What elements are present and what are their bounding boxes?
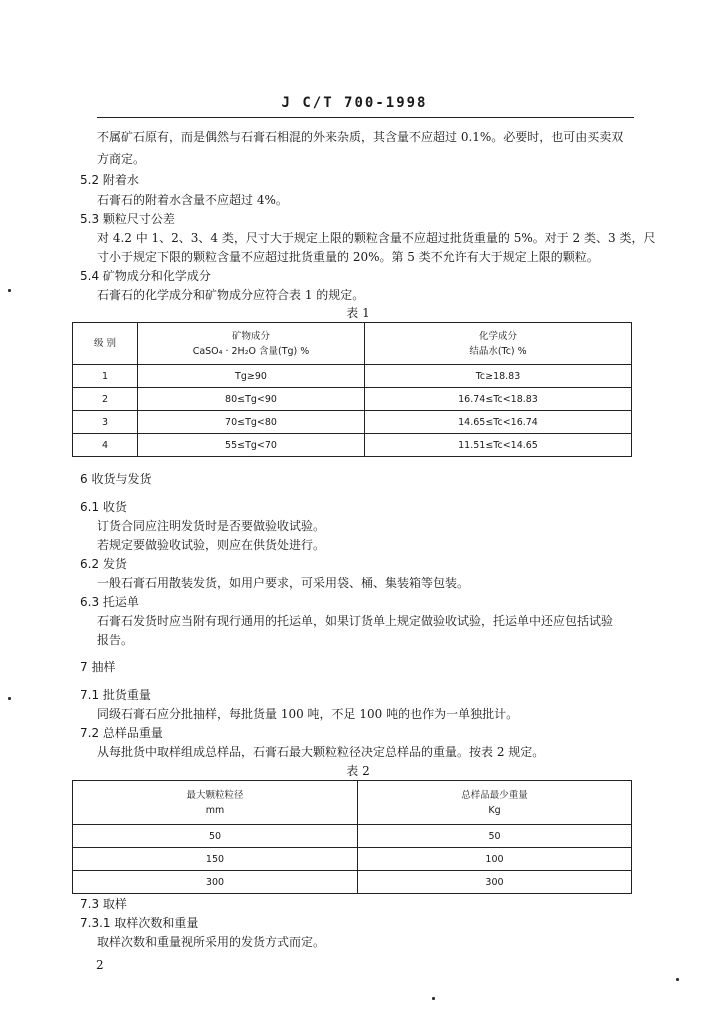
header-chem bbox=[365, 323, 632, 365]
cell-grade: 1 bbox=[73, 365, 138, 388]
header-grade: 级 别 bbox=[73, 323, 138, 365]
header-rule bbox=[97, 117, 634, 118]
cell-size: 50 bbox=[73, 825, 358, 848]
table-row bbox=[73, 365, 632, 388]
paragraph-line: 石膏石的附着水含量不应超过 4%。 bbox=[97, 193, 288, 207]
section-heading-6-1: 6.1 收货 bbox=[80, 500, 127, 514]
scan-speck bbox=[432, 997, 435, 1000]
cell-chem: 14.65≤Tc<16.74 bbox=[365, 411, 632, 434]
cell-mineral: Tg≥90 bbox=[138, 365, 365, 388]
standard-header: J C/T 700-1998 bbox=[281, 95, 428, 111]
paragraph-line: 订货合同应注明发货时是否要做验收试验。 bbox=[97, 519, 326, 533]
paragraph-line: 寸小于规定下限的颗粒含量不应超过批货重量的 20%。第 5 类不允许有大于规定上限的颗粒。 bbox=[97, 250, 599, 264]
header-mineral-title: 矿物成分 bbox=[231, 330, 270, 342]
scan-speck bbox=[8, 289, 11, 292]
cell-grade: 3 bbox=[73, 411, 138, 434]
table-row bbox=[73, 411, 632, 434]
paragraph-line: 报告。 bbox=[97, 633, 134, 647]
cell-mineral: 55≤Tg<70 bbox=[138, 434, 365, 457]
header-size-title: 最大颗粒粒径 bbox=[186, 789, 244, 801]
section-heading-6: 6 收货与发货 bbox=[80, 472, 152, 486]
paragraph-line: 对 4.2 中 1、2、3、4 类，尺寸大于规定上限的颗粒含量不应超过批货重量的 5%。对于 2 类、3 类，尺 bbox=[97, 231, 656, 245]
table-row bbox=[73, 825, 632, 848]
paragraph-line: 从每批货中取样组成总样品，石膏石最大颗粒粒径决定总样品的重量。按表 2 规定。 bbox=[97, 745, 545, 759]
paragraph-line: 若规定要做验收试验，则应在供货处进行。 bbox=[97, 538, 326, 552]
header-mineral-sub: CaSO₄ · 2H₂O 含量(Tg) % bbox=[192, 345, 310, 357]
header-size-unit: mm bbox=[205, 804, 225, 816]
section-heading-5-4: 5.4 矿物成分和化学成分 bbox=[80, 269, 211, 283]
paragraph-line: 石膏石发货时应当附有现行通用的托运单，如果订货单上规定做验收试验，托运单中还应包括试验 bbox=[97, 614, 614, 628]
section-heading-7-3: 7.3 取样 bbox=[80, 897, 127, 911]
cell-chem: 11.51≤Tc<14.65 bbox=[365, 434, 632, 457]
table-1 bbox=[72, 322, 632, 457]
section-heading-5-3: 5.3 颗粒尺寸公差 bbox=[80, 212, 175, 226]
cell-weight: 100 bbox=[358, 848, 632, 871]
section-heading-7-1: 7.1 批货重量 bbox=[80, 688, 151, 702]
header-weight-unit: Kg bbox=[488, 804, 501, 816]
table-row bbox=[73, 388, 632, 411]
paragraph-line: 同级石膏石应分批抽样，每批货量 100 吨，不足 100 吨的也作为一单独批计。 bbox=[97, 707, 519, 721]
paragraph-line: 不属矿石原有，而是偶然与石膏石相混的外来杂质，其含量不应超过 0.1%。必要时，也可由买卖双 bbox=[97, 130, 624, 144]
header-chem-title: 化学成分 bbox=[478, 330, 517, 342]
paragraph-line: 石膏石的化学成分和矿物成分应符合表 1 的规定。 bbox=[97, 288, 365, 302]
table-2 bbox=[72, 780, 632, 894]
paragraph-line: 一般石膏石用散装发货，如用户要求，可采用袋、桶、集装箱等包装。 bbox=[97, 576, 470, 590]
cell-mineral: 70≤Tg<80 bbox=[138, 411, 365, 434]
section-heading-7-2: 7.2 总样品重量 bbox=[80, 726, 163, 740]
scan-speck bbox=[676, 978, 679, 981]
cell-weight: 300 bbox=[358, 871, 632, 894]
header-weight-title: 总样品最少重量 bbox=[461, 789, 528, 801]
section-heading-7-3-1: 7.3.1 取样次数和重量 bbox=[80, 916, 199, 930]
header-weight bbox=[358, 781, 632, 825]
cell-grade: 2 bbox=[73, 388, 138, 411]
header-chem-sub: 结晶水(Tc) % bbox=[469, 345, 527, 357]
cell-chem: 16.74≤Tc<18.83 bbox=[365, 388, 632, 411]
header-size bbox=[73, 781, 358, 825]
paragraph-line: 方商定。 bbox=[97, 152, 146, 166]
table-2-caption: 表 2 bbox=[346, 764, 370, 778]
table-row bbox=[73, 871, 632, 894]
table-header-row bbox=[73, 781, 632, 825]
table-1-caption: 表 1 bbox=[346, 306, 370, 320]
cell-size: 300 bbox=[73, 871, 358, 894]
table-row bbox=[73, 434, 632, 457]
cell-chem: Tc≥18.83 bbox=[365, 365, 632, 388]
cell-weight: 50 bbox=[358, 825, 632, 848]
scan-speck bbox=[8, 697, 11, 700]
header-mineral bbox=[138, 323, 365, 365]
section-heading-6-3: 6.3 托运单 bbox=[80, 595, 139, 609]
table-header-row bbox=[73, 323, 632, 365]
cell-size: 150 bbox=[73, 848, 358, 871]
cell-grade: 4 bbox=[73, 434, 138, 457]
section-heading-7: 7 抽样 bbox=[80, 660, 116, 674]
cell-mineral: 80≤Tg<90 bbox=[138, 388, 365, 411]
section-heading-6-2: 6.2 发货 bbox=[80, 557, 127, 571]
section-heading-5-2: 5.2 附着水 bbox=[80, 173, 139, 187]
table-row bbox=[73, 848, 632, 871]
page-number: 2 bbox=[96, 958, 104, 972]
paragraph-line: 取样次数和重量视所采用的发货方式而定。 bbox=[97, 935, 326, 949]
